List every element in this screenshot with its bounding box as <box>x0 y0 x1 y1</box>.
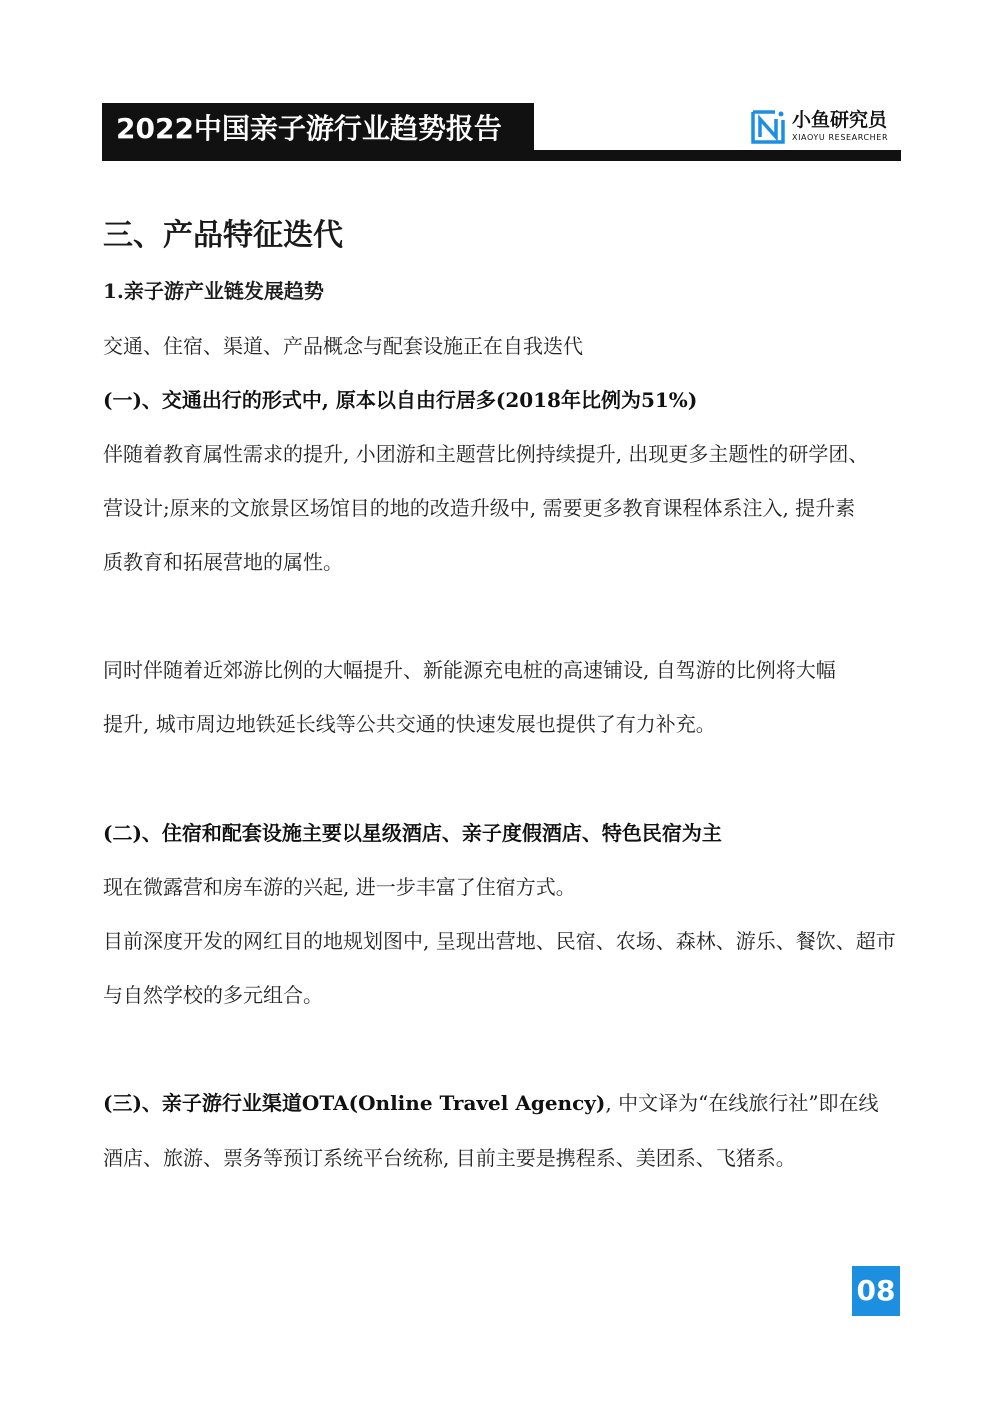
channel-line: 酒店、旅游、票务等预订系统平台统称, 目前主要是携程系、美团系、飞猪系。 <box>103 1146 796 1170</box>
transport-paragraph-line: 质教育和拓展营地的属性。 <box>103 550 343 574</box>
channel-heading-line <box>103 1088 879 1118</box>
selfdrive-paragraph-line: 同时伴随着近郊游比例的大幅提升、新能源充电桩的高速铺设, 自驾游的比例将大幅 <box>103 658 836 682</box>
channel-heading-bold: (三)、亲子游行业渠道OTA(Online Travel Agency) <box>103 1091 606 1115</box>
header-rule <box>102 150 901 161</box>
logo-name: 小鱼研究员 <box>792 109 888 131</box>
section-heading: 三、产品特征迭代 <box>103 218 343 253</box>
lodging-paragraph-line: 与自然学校的多元组合。 <box>103 983 323 1007</box>
report-title: 2022中国亲子游行业趋势报告 <box>116 112 502 145</box>
sub-heading: 1.亲子游产业链发展趋势 <box>103 279 324 303</box>
page-number: 08 <box>852 1266 900 1316</box>
transport-paragraph-line: 伴随着教育属性需求的提升, 小团游和主题营比例持续提升, 出现更多主题性的研学团、 <box>103 442 869 466</box>
selfdrive-paragraph-line: 提升, 城市周边地铁延长线等公共交通的快速发展也提供了有力补充。 <box>103 712 716 736</box>
n-letter-box-icon <box>751 110 785 144</box>
logo-subtitle: XIAOYU RESEARCHER <box>792 133 889 142</box>
lodging-heading: (二)、住宿和配套设施主要以星级酒店、亲子度假酒店、特色民宿为主 <box>103 821 722 845</box>
transport-paragraph-line: 营设计;原来的文旅景区场馆目的地的改造升级中, 需要更多教育课程体系注入, 提升素 <box>103 496 856 520</box>
intro-text: 交通、住宿、渠道、产品概念与配套设施正在自我迭代 <box>103 334 583 358</box>
lodging-line: 现在微露营和房车游的兴起, 进一步丰富了住宿方式。 <box>103 875 576 899</box>
channel-heading-rest: , 中文译为“在线旅行社”即在线 <box>605 1091 879 1115</box>
lodging-paragraph-line: 目前深度开发的网红目的地规划图中, 呈现出营地、民宿、农场、森林、游乐、餐饮、超市 <box>103 929 896 953</box>
transport-heading: (一)、交通出行的形式中, 原本以自由行居多(2018年比例为51%) <box>103 388 698 412</box>
